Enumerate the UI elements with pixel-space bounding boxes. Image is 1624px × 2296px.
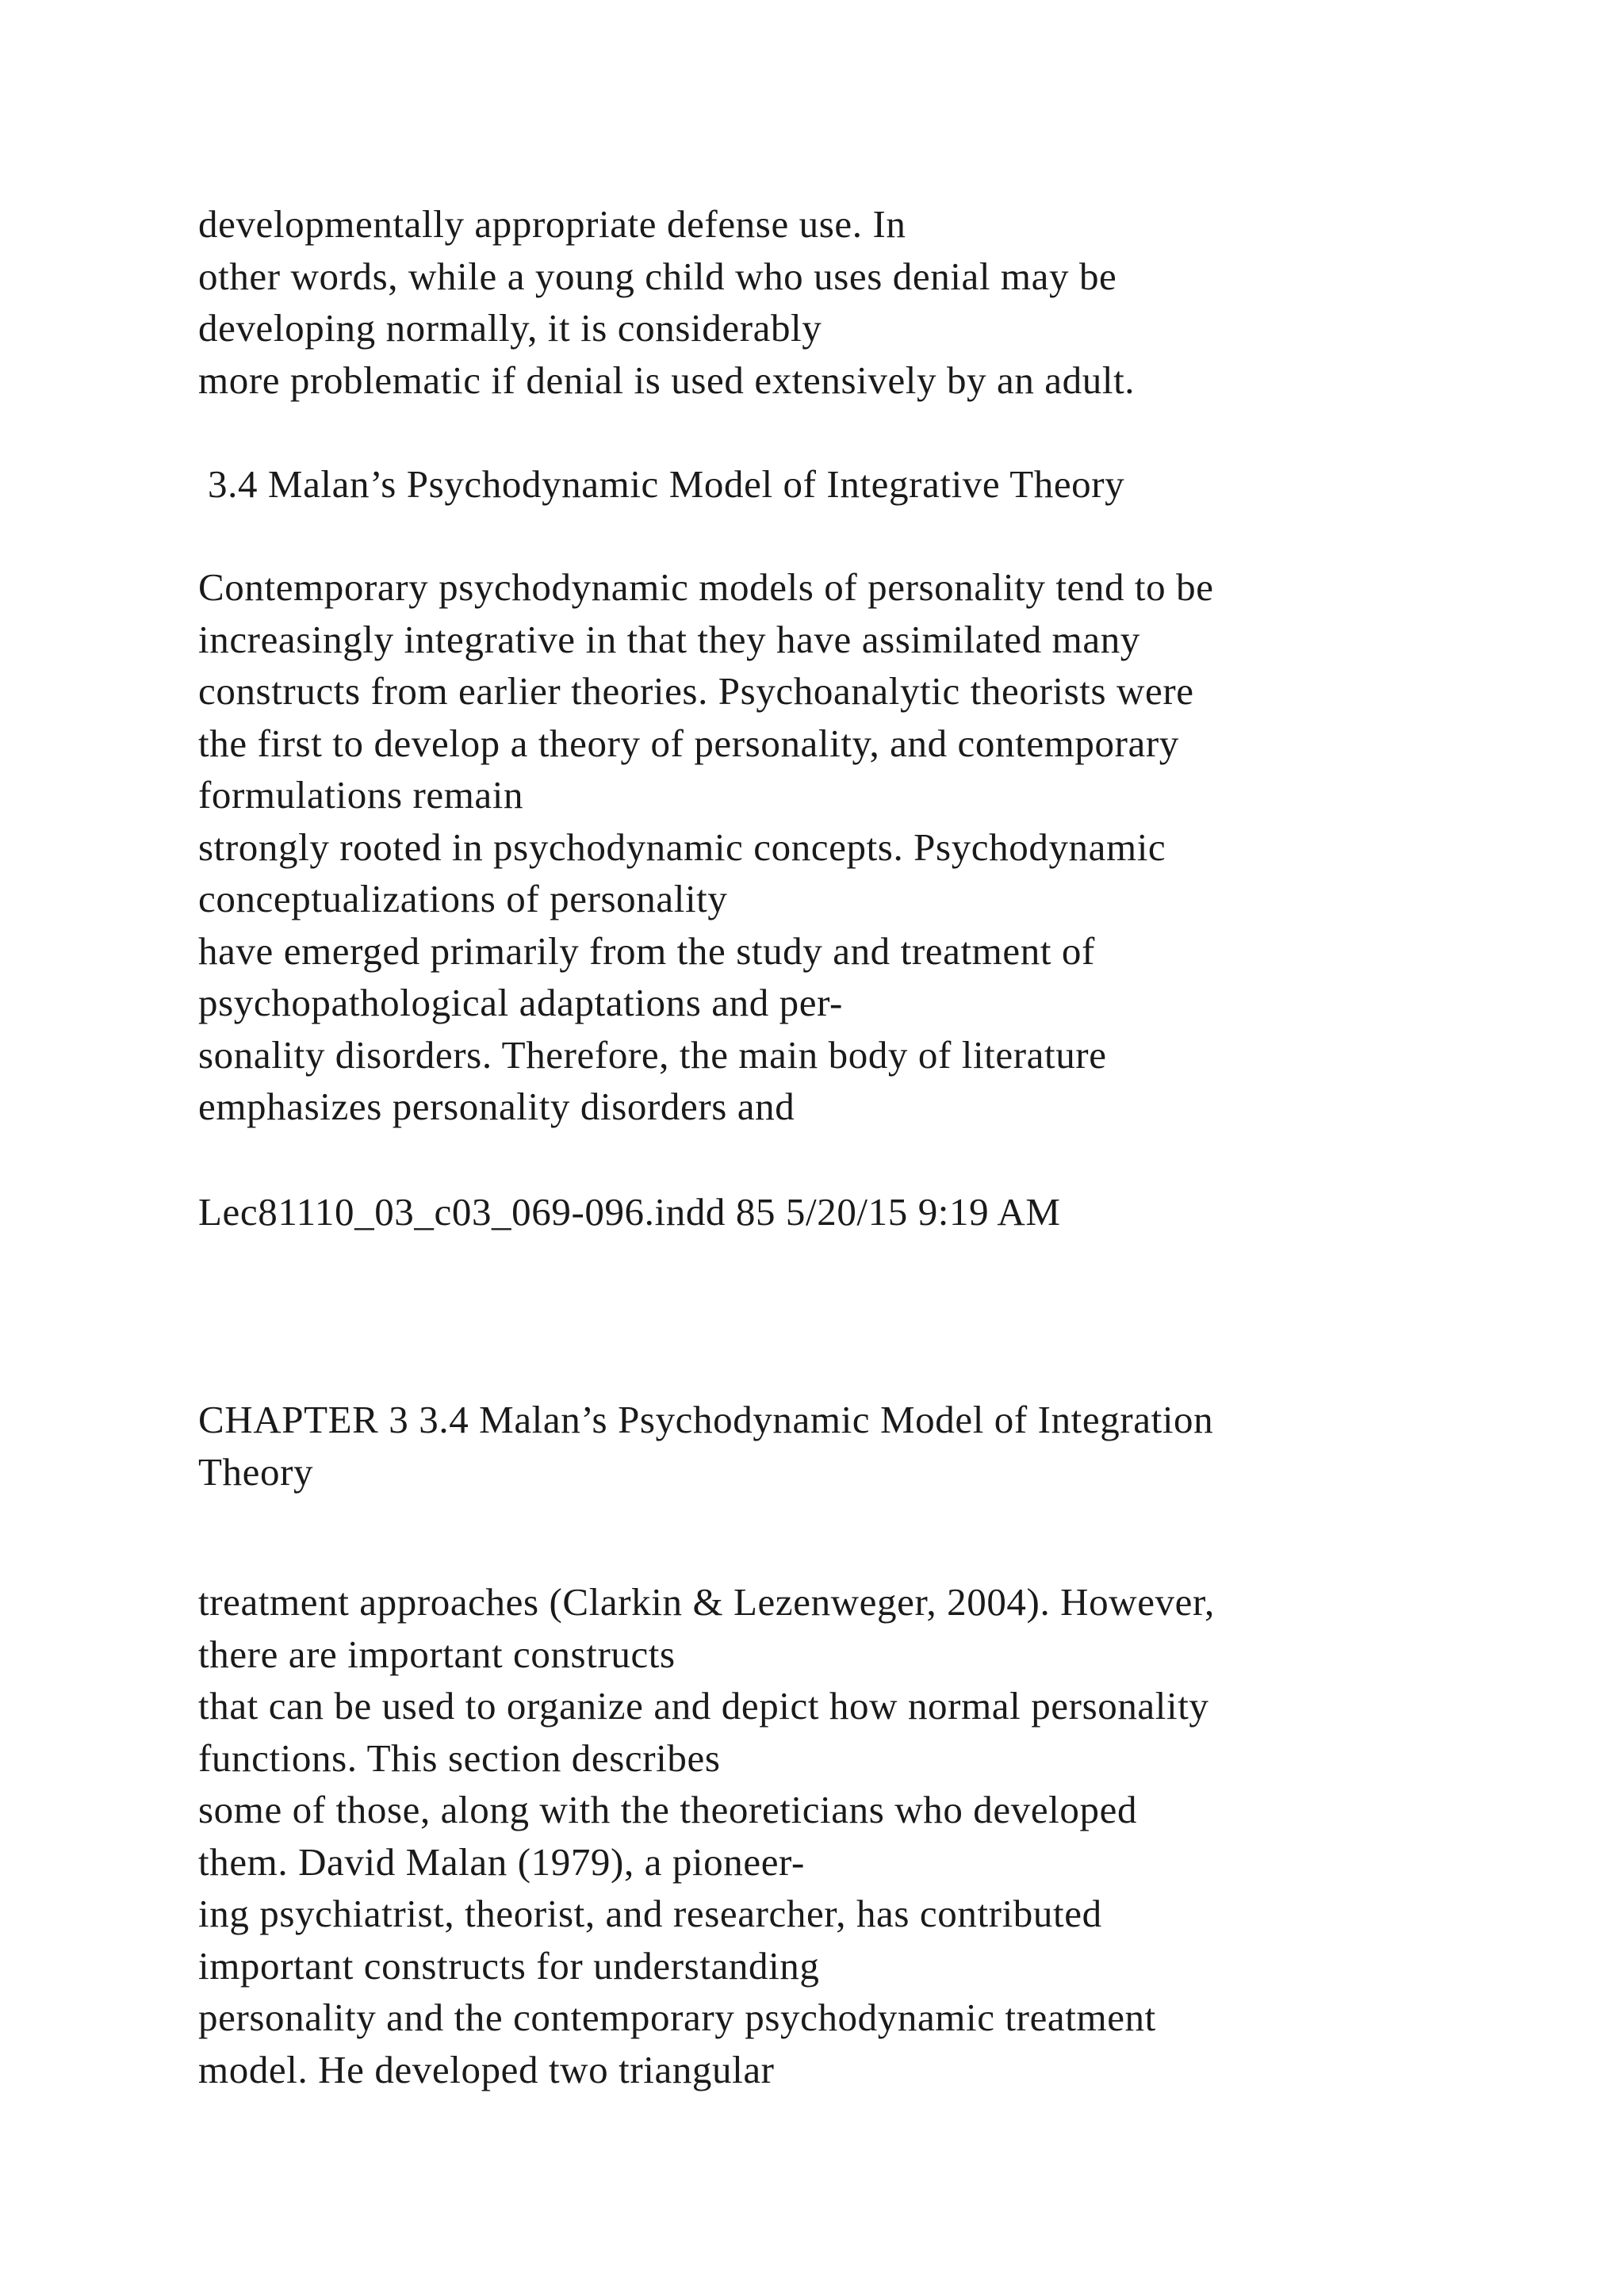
text-line: important constructs for understanding bbox=[198, 1943, 820, 1988]
running-head bbox=[198, 1394, 1499, 1498]
running-head-line: CHAPTER 3 3.4 Malan’s Psychodynamic Model of Integration bbox=[198, 1398, 1214, 1441]
intro-paragraph bbox=[198, 198, 1499, 406]
text-line: other words, while a young child who uses denial may be bbox=[198, 254, 1117, 298]
text-line: treatment approaches (Clarkin & Lezenweger, 2004). However, bbox=[198, 1580, 1215, 1624]
text-line: personality and the contemporary psychodynamic treatment bbox=[198, 1996, 1156, 2039]
text-line: there are important constructs bbox=[198, 1632, 676, 1676]
text-line: that can be used to organize and depict how normal personality bbox=[198, 1684, 1209, 1728]
text-line: developmentally appropriate defense use. In bbox=[198, 202, 906, 246]
text-line: conceptualizations of personality bbox=[198, 877, 728, 920]
text-line: model. He developed two triangular bbox=[198, 2047, 775, 2091]
section-heading-text: 3.4 Malan’s Psychodynamic Model of Integrative Theory bbox=[208, 462, 1125, 506]
text-line: have emerged primarily from the study and treatment of bbox=[198, 928, 1095, 973]
text-line: strongly rooted in psychodynamic concepts. Psychodynamic bbox=[198, 825, 1166, 869]
text-line: more problematic if denial is used extensively by an adult. bbox=[198, 358, 1136, 402]
text-line: developing normally, it is considerably bbox=[198, 306, 822, 350]
text-line: constructs from earlier theories. Psychoanalytic theorists were bbox=[198, 669, 1194, 713]
text-line: emphasizes personality disorders and bbox=[198, 1085, 795, 1128]
text-line: ing psychiatrist, theorist, and researcher, has contributed bbox=[198, 1892, 1102, 1935]
text-line: increasingly integrative in that they have assimilated many bbox=[198, 617, 1140, 661]
text-line: psychopathological adaptations and per- bbox=[198, 981, 843, 1024]
section-heading bbox=[208, 458, 1508, 511]
text-line: sonality disorders. Therefore, the main body of literature bbox=[198, 1032, 1107, 1077]
text-line: them. David Malan (1979), a pioneer- bbox=[198, 1839, 805, 1884]
file-footer bbox=[198, 1186, 1499, 1238]
text-line: Contemporary psychodynamic models of personality tend to be bbox=[198, 565, 1214, 609]
text-line: functions. This section describes bbox=[198, 1735, 721, 1780]
text-line: formulations remain bbox=[198, 773, 524, 817]
body-paragraph-2 bbox=[198, 1576, 1499, 2095]
file-footer-text: Lec81110_03_c03_069-096.indd 85 5/20/15 9:19 AM bbox=[198, 1190, 1061, 1234]
body-paragraph-1 bbox=[198, 561, 1499, 1133]
running-head-line: Theory bbox=[198, 1449, 314, 1494]
text-line: the first to develop a theory of personality, and contemporary bbox=[198, 721, 1179, 765]
text-line: some of those, along with the theoreticians who developed bbox=[198, 1788, 1138, 1831]
